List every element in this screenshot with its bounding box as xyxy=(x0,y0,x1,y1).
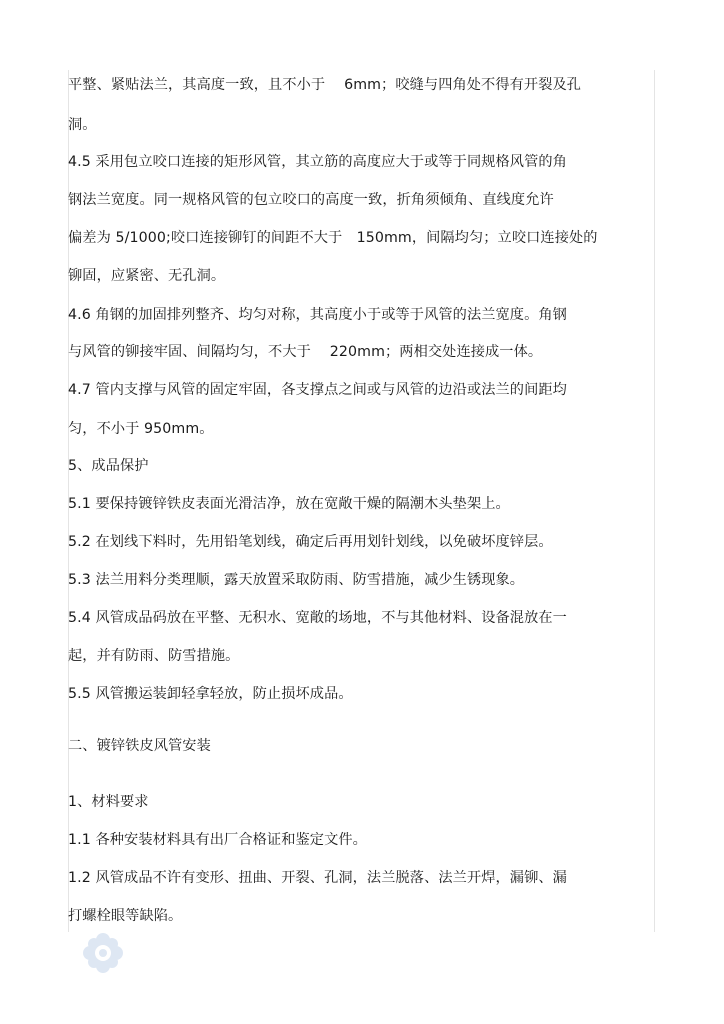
section-heading: 5、成品保护 xyxy=(68,458,149,474)
text-line: 4.6 角钢的加固排列整齐、均匀对称，其高度小于或等于风管的法兰宽度。角钢 xyxy=(68,307,567,323)
text-line: 1.1 各种安装材料具有出厂合格证和鉴定文件。 xyxy=(68,832,367,848)
text-line: 5.1 要保持镀锌铁皮表面光滑洁净，放在宽敞干燥的隔潮木头垫架上。 xyxy=(68,496,510,512)
section-heading: 二、镀锌铁皮风管安装 xyxy=(68,738,211,754)
text-line: 起，并有防雨、防雪措施。 xyxy=(68,648,240,664)
text-line: 5.4 风管成品码放在平整、无积水、宽敞的场地，不与其他材料、设备混放在一 xyxy=(68,610,567,626)
text-line: 1.2 风管成品不许有变形、扭曲、开裂、孔洞，法兰脱落、法兰开焊，漏铆、漏 xyxy=(68,870,567,886)
text-line: 5.3 法兰用料分类理顺，露天放置采取防雨、防雪措施，减少生锈现象。 xyxy=(68,572,525,588)
text-line: 偏差为 5/1000;咬口连接铆钉的间距不大于 150mm，间隔均匀；立咬口连接处的 xyxy=(68,230,598,246)
right-margin-rule xyxy=(654,70,655,932)
text-line: 匀，不小于 950mm。 xyxy=(68,421,214,437)
text-line: 钢法兰宽度。同一规格风管的包立咬口的高度一致，折角须倾角、直线度允许 xyxy=(68,192,554,208)
text-line: 5.2 在划线下料时，先用铅笔划线，确定后再用划针划线，以免破坏度锌层。 xyxy=(68,534,553,550)
text-line: 打螺栓眼等缺陷。 xyxy=(68,908,183,924)
text-line: 4.5 采用包立咬口连接的矩形风管，其立筋的高度应大于或等于同规格风管的角 xyxy=(68,154,567,170)
text-line: 铆固，应紧密、无孔洞。 xyxy=(68,268,226,284)
text-line: 4.7 管内支撑与风管的固定牢固，各支撑点之间或与风管的边沿或法兰的间距均 xyxy=(68,382,567,398)
text-line: 与风管的铆接牢固、间隔均匀，不大于 220mm；两相交处连接成一体。 xyxy=(68,344,543,360)
text-line: 平整、紧贴法兰，其高度一致，且不小于 6mm；咬缝与四角处不得有开裂及孔 xyxy=(68,77,582,93)
section-heading: 1、材料要求 xyxy=(68,794,149,810)
text-line: 5.5 风管搬运装卸轻拿轻放，防止损坏成品。 xyxy=(68,686,353,702)
flower-watermark-icon xyxy=(80,930,126,976)
text-line: 洞。 xyxy=(68,117,97,133)
